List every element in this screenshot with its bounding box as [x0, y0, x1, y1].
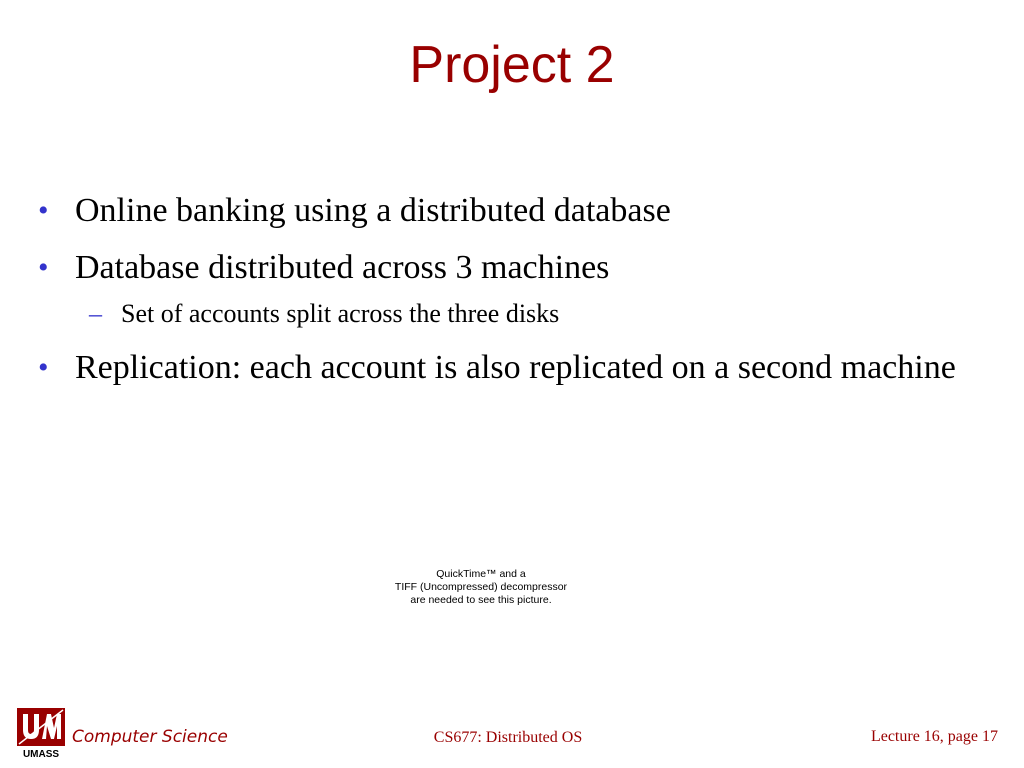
bullet-item	[38, 190, 988, 232]
placeholder-line: QuickTime™ and a	[436, 568, 526, 580]
bullet-marker: •	[38, 351, 49, 384]
slide-title: Project 2	[409, 36, 615, 94]
sub-bullet-text: Set of accounts split across the three disks	[121, 299, 560, 328]
bullet-text: Replication: each account is also replicated on a second machine	[75, 349, 956, 386]
sub-bullet-item	[89, 298, 988, 330]
footer-page-number: Lecture 16, page 17	[870, 728, 998, 745]
footer-course: CS677: Distributed OS	[433, 729, 583, 746]
bullet-text: Database distributed across 3 machines	[75, 249, 610, 286]
placeholder-line: are needed to see this picture.	[410, 594, 552, 606]
bullet-marker: •	[38, 194, 49, 227]
placeholder-line: TIFF (Uncompressed) decompressor	[394, 581, 568, 593]
logo-text: UMASS	[22, 749, 60, 760]
image-placeholder	[361, 568, 601, 607]
bullet-text: Online banking using a distributed database	[75, 192, 671, 229]
bullet-list	[38, 190, 988, 404]
bullet-marker: •	[38, 251, 49, 284]
bullet-item	[38, 247, 988, 289]
sub-bullet-marker: –	[89, 299, 102, 328]
bullet-item	[38, 347, 988, 389]
footer-department: Computer Science	[72, 727, 228, 747]
